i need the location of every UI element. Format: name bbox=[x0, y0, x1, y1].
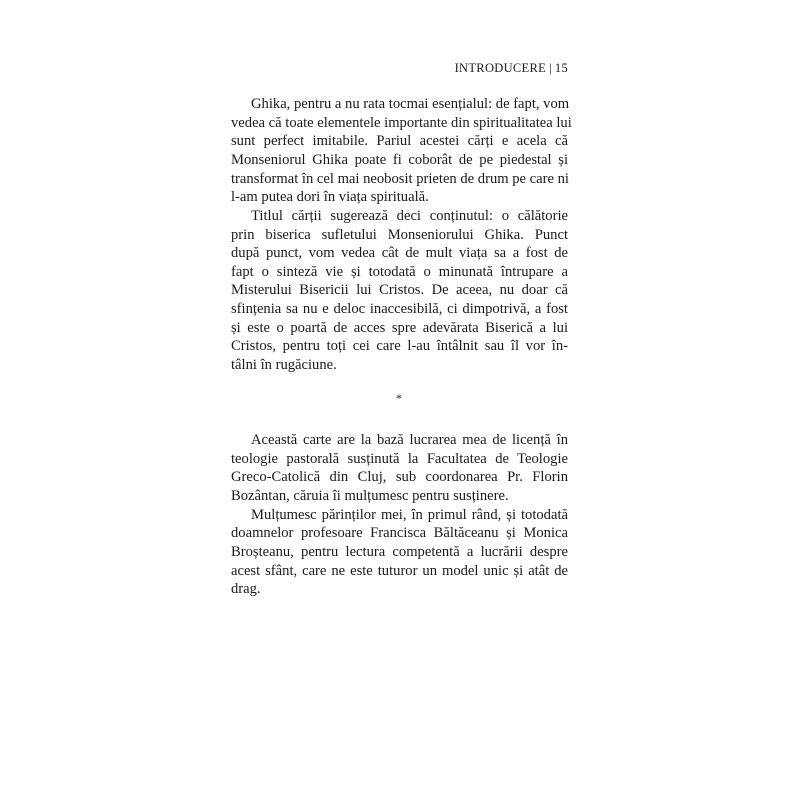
text-line: fapt o sinteză vie și totodată o minunată întrupare a bbox=[231, 263, 568, 280]
text-line: Ghika, pentru a nu rata tocmai esențialul: de fapt, vom bbox=[251, 96, 570, 112]
text-line: Bozântan, căruia îi mulțumesc pentru susținere. bbox=[231, 487, 509, 504]
paragraph-3 bbox=[231, 431, 568, 506]
paragraph-1 bbox=[231, 95, 572, 207]
text-line: Monseniorul Ghika poate fi coborât de pe piedestal și bbox=[231, 151, 568, 168]
paragraph-4 bbox=[231, 506, 568, 599]
text-line: și este o poartă de acces spre adevărata Biserică a lui bbox=[231, 319, 568, 336]
text-line: tâlni în rugăciune. bbox=[231, 357, 337, 374]
text-line: Această carte are la bază lucrarea mea de licență în bbox=[251, 432, 568, 448]
text-line: Misterului Bisericii lui Cristos. De aceea, nu doar că bbox=[231, 282, 568, 299]
text-line: acest sfânt, care ne este tuturor un model unic și atât de bbox=[231, 562, 568, 579]
text-line: Broșteanu, pentru lectura competentă a lucrării despre bbox=[231, 543, 568, 560]
text-line: doamnelor profesoare Francisca Băltăceanu și Monica bbox=[231, 525, 568, 542]
text-line: prin biserica sufletului Monseniorului Ghika. Punct bbox=[231, 226, 568, 243]
text-line: sfințenia sa nu e deloc inaccesibilă, ci dimpotrivă, a fost bbox=[231, 301, 568, 318]
text-line: l-am putea dori în viața spirituală. bbox=[231, 189, 429, 206]
text-line: Greco-Catolică din Cluj, sub coordonarea Pr. Florin bbox=[231, 469, 568, 486]
text-line: Titlul cărții sugerează deci conținutul: o călătorie bbox=[251, 207, 568, 224]
text-line: transformat în cel mai neobosit prieten de drum pe care ni bbox=[231, 170, 569, 187]
text-line: Mulțumesc părinților mei, în primul rând, și totodată bbox=[251, 506, 568, 523]
paragraph-2 bbox=[231, 207, 568, 375]
text-line: teologie pastorală susținută la Facultatea de Teologie bbox=[231, 450, 568, 467]
text-line: după punct, vom vedea cât de mult viața sa a fost de bbox=[231, 245, 568, 262]
section-break: * bbox=[396, 391, 402, 405]
chapter-title: INTRODUCERE bbox=[454, 61, 547, 75]
text-line: drag. bbox=[231, 581, 261, 598]
text-line: vedea că toate elementele importante din spiritualitatea lui bbox=[231, 114, 572, 131]
page-number: 15 bbox=[554, 61, 568, 75]
running-header bbox=[455, 61, 568, 76]
header-separator: | bbox=[549, 61, 552, 75]
text-line: Cristos, pentru toți cei care l-au întâlnit sau îl vor în- bbox=[231, 338, 568, 355]
text-line: sunt perfect imitabile. Pariul acestei cărți e acela că bbox=[231, 133, 568, 150]
